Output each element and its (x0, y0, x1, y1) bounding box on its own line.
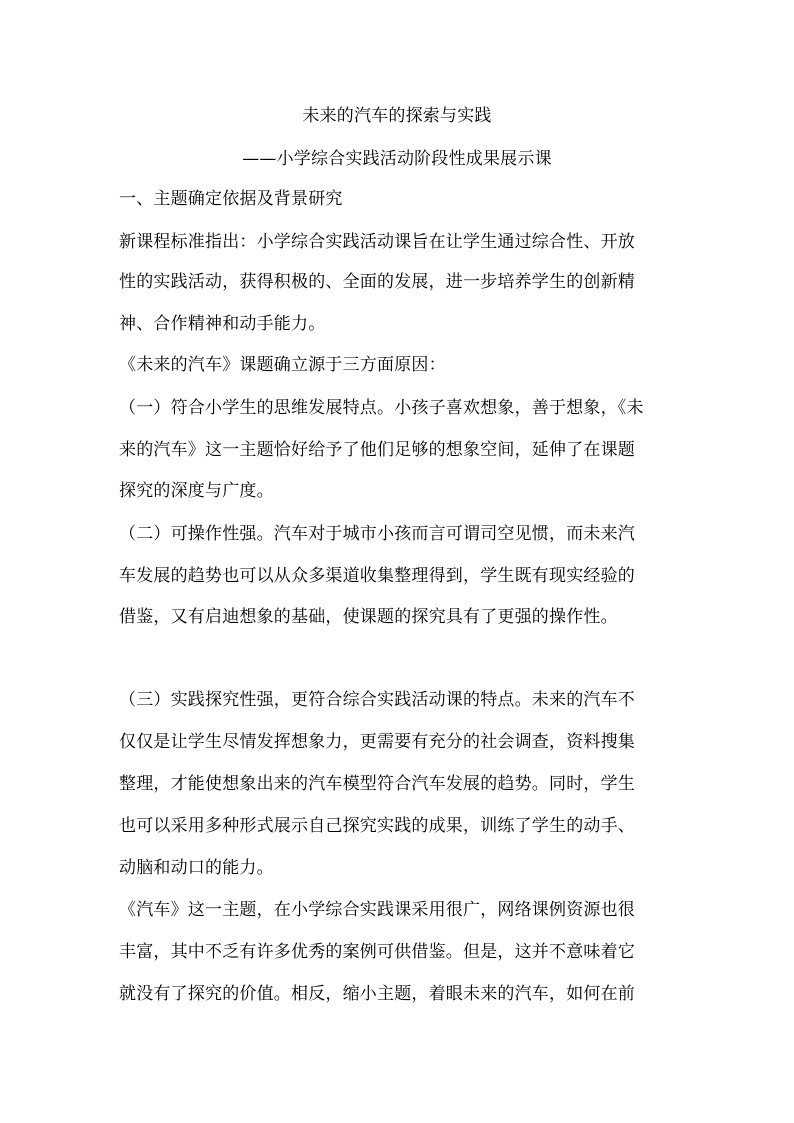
paragraph-line: 《未来的汽车》课题确立源于三方面原因： (119, 355, 446, 375)
paragraph-line: 车发展的趋势也可以从众多渠道收集整理得到，学生既有现实经验的 (119, 566, 635, 586)
paragraph-line: （三）实践探究性强，更符合综合实践活动课的特点。未来的汽车不 (119, 690, 635, 710)
paragraph-line: 神、合作精神和动手能力。 (119, 314, 326, 334)
paragraph-line: 整理，才能使想象出来的汽车模型符合汽车发展的趋势。同时，学生 (119, 774, 635, 794)
paragraph-line: 《汽车》这一主题，在小学综合实践课采用很广，网络课例资源也很 (119, 900, 635, 920)
section-heading: 一、主题确定依据及背景研究 (119, 189, 343, 209)
paragraph-line: 新课程标准指出：小学综合实践活动课旨在让学生通过综合性、开放 (119, 232, 635, 252)
document-title: 未来的汽车的探索与实践 (302, 106, 492, 126)
paragraph-line: 来的汽车》这一主题恰好给予了他们足够的想象空间，延伸了在课题 (119, 440, 635, 460)
paragraph-line: 性的实践活动，获得积极的、全面的发展，进一步培养学生的创新精 (119, 272, 635, 292)
document-subtitle: ——小学综合实践活动阶段性成果展示课 (242, 149, 552, 169)
paragraph-line: 借鉴，又有启迪想象的基础，使课题的探究具有了更强的操作性。 (119, 607, 618, 627)
paragraph-line: 动脑和动口的能力。 (119, 858, 274, 878)
paragraph-line: 也可以采用多种形式展示自己探究实践的成果，训练了学生的动手、 (119, 816, 635, 836)
paragraph-line: （一）符合小学生的思维发展特点。小孩子喜欢想象，善于想象，《未 (119, 398, 644, 418)
paragraph-line: 就没有了探究的价值。相反，缩小主题，着眼未来的汽车，如何在前 (119, 984, 635, 1004)
paragraph-line: 仅仅是让学生尽情发挥想象力，更需要有充分的社会调查，资料搜集 (119, 732, 635, 752)
paragraph-line: （二）可操作性强。汽车对于城市小孩而言可谓司空见惯，而未来汽 (119, 524, 635, 544)
paragraph-line: 丰富，其中不乏有许多优秀的案例可供借鉴。但是，这并不意味着它 (119, 942, 635, 962)
paragraph-line: 探究的深度与广度。 (119, 481, 274, 501)
